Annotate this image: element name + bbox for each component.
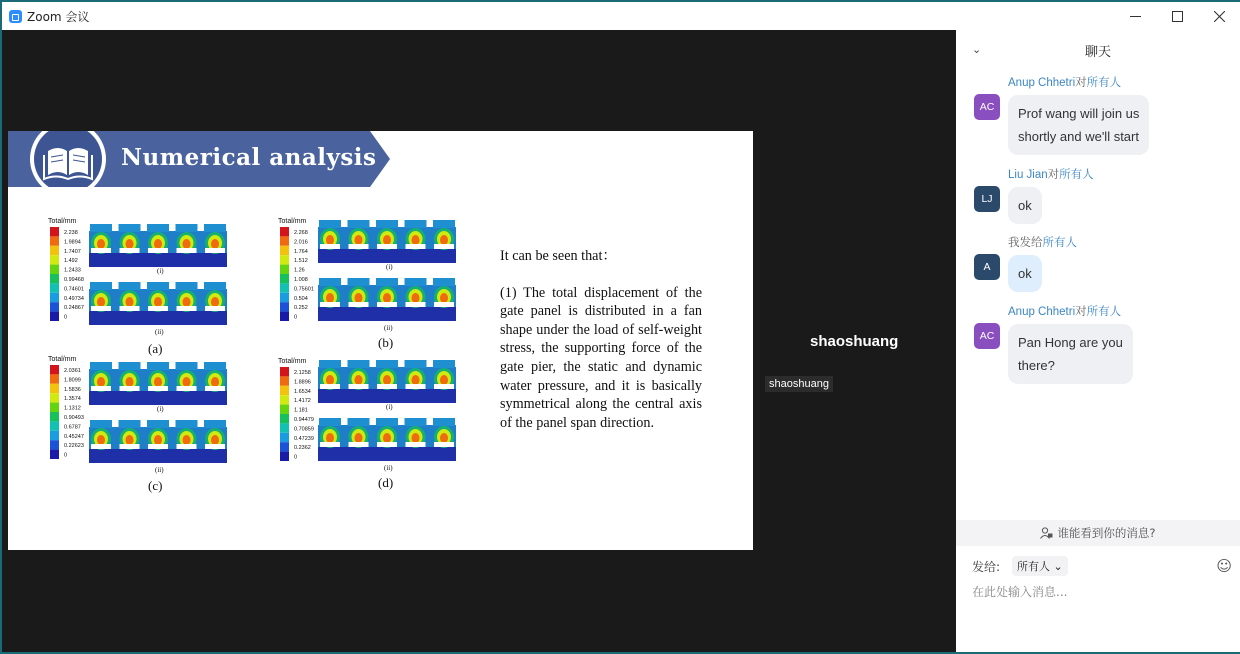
- recipient-value: 所有人: [1017, 560, 1051, 573]
- support-block: [177, 248, 197, 253]
- gate-pier: [319, 220, 341, 228]
- legend-swatch: [280, 423, 289, 432]
- message-bubble: [1008, 324, 1133, 384]
- contour-lobe: [211, 239, 219, 249]
- sub-figure-label: (ii): [155, 328, 164, 336]
- legend-swatch: [280, 405, 289, 414]
- legend-value: 1.492: [64, 258, 78, 265]
- contour-lobe: [355, 293, 363, 303]
- legend-value: 0: [64, 314, 68, 321]
- gate-pier: [433, 360, 455, 368]
- legend-swatch: [280, 312, 289, 321]
- gate-pier: [319, 418, 341, 426]
- sub-figure-label: (ii): [384, 324, 393, 332]
- gate-pier: [204, 420, 226, 428]
- gate-pier: [204, 224, 226, 232]
- support-block: [434, 244, 454, 249]
- message-sender: 我发给: [1008, 237, 1043, 249]
- legend-swatch: [50, 450, 59, 459]
- support-block: [205, 248, 225, 253]
- contour-lobe: [326, 235, 334, 245]
- contour-lobe: [97, 377, 105, 387]
- avatar[interactable]: AC: [974, 94, 1000, 120]
- figure-c: [48, 356, 227, 474]
- legend-swatch: [280, 386, 289, 395]
- legend-value: 1.7407: [64, 248, 81, 255]
- contour-lobe: [440, 433, 448, 443]
- support-block: [434, 302, 454, 307]
- support-block: [91, 248, 111, 253]
- legend-title: Total/mm: [48, 356, 77, 363]
- slide-title: Numerical analysis: [121, 144, 377, 171]
- slide-text-body: (1) The total displacement of the gate panel is distributed in a fan shape under the load of self-weight stress, the supporting force of the gate pier, the static and dynamic water pressure, and it is basically symmetrical along the central axis of the panel span direction.: [500, 284, 702, 431]
- legend-swatch: [50, 312, 59, 321]
- legend-swatch: [50, 440, 59, 449]
- contour-lobe: [183, 239, 191, 249]
- legend-value: 1.1312: [64, 405, 81, 412]
- support-block: [177, 306, 197, 311]
- legend-swatch: [280, 255, 289, 264]
- legend-swatch: [280, 293, 289, 302]
- contour-lobe: [412, 433, 420, 443]
- support-block: [120, 386, 140, 391]
- gate-pier: [433, 278, 455, 286]
- message-text-line: ok: [1018, 266, 1032, 281]
- contour-lobe: [211, 377, 219, 387]
- gate-pier: [348, 278, 370, 286]
- contour-lobe: [355, 375, 363, 385]
- title-bar: [2, 2, 1240, 30]
- gate-pier: [348, 220, 370, 228]
- legend-value: 2.016: [294, 239, 308, 246]
- legend-swatch: [280, 302, 289, 311]
- contour-lobe: [383, 433, 391, 443]
- person-lock-icon: [1040, 527, 1053, 539]
- support-block: [91, 386, 111, 391]
- message-recipient[interactable]: 所有人: [1086, 306, 1122, 318]
- legend-value: 1.5836: [64, 386, 81, 393]
- minimize-button[interactable]: [1114, 2, 1156, 30]
- legend-title: Total/mm: [48, 218, 77, 225]
- gate-pier: [176, 282, 198, 290]
- legend-swatch: [280, 442, 289, 451]
- figure-c-caption: (c): [148, 478, 163, 493]
- gate-pier: [405, 220, 427, 228]
- zoom-window: [2, 2, 1240, 652]
- gate-pier: [90, 362, 112, 370]
- gate-pier: [405, 418, 427, 426]
- support-block: [120, 248, 140, 253]
- support-block: [148, 306, 168, 311]
- message-bubble: [1008, 95, 1149, 155]
- contour-lobe: [97, 297, 105, 307]
- message-input[interactable]: [972, 582, 1222, 602]
- chat-panel: [956, 30, 1240, 652]
- contour-lobe: [211, 435, 219, 445]
- gate-pier: [90, 224, 112, 232]
- slide-text-intro: It can be seen that：: [500, 248, 617, 264]
- avatar[interactable]: AC: [974, 323, 1000, 349]
- legend-swatch: [280, 283, 289, 292]
- legend-value: 0.99468: [64, 277, 84, 283]
- contour-lobe: [383, 375, 391, 385]
- contour-lobe: [440, 235, 448, 245]
- legend-swatch: [50, 412, 59, 421]
- legend-value: 2.0361: [64, 368, 81, 374]
- support-block: [434, 442, 454, 447]
- legend-value: 1.8896: [294, 379, 311, 386]
- gate-pier: [376, 360, 398, 368]
- gate-pier: [119, 420, 141, 428]
- legend-swatch: [280, 246, 289, 255]
- legend-swatch: [50, 374, 59, 383]
- legend-value: 1.4172: [294, 398, 311, 405]
- gate-pier: [319, 278, 341, 286]
- support-block: [434, 384, 454, 389]
- contour-lobe: [126, 239, 134, 249]
- zoom-app-icon: [9, 10, 22, 23]
- message-to-prefix: 对: [1075, 77, 1087, 89]
- contour-lobe: [154, 377, 162, 387]
- legend-swatch: [50, 227, 59, 236]
- support-block: [349, 244, 369, 249]
- message-sender[interactable]: Anup Chhetri: [1008, 306, 1076, 318]
- message-sender[interactable]: Anup Chhetri: [1008, 77, 1076, 89]
- contour-lobe: [154, 239, 162, 249]
- gate-pier: [348, 418, 370, 426]
- legend-value: 1.3574: [64, 396, 81, 403]
- legend-value: 1.764: [294, 248, 308, 255]
- contour-lobe: [183, 435, 191, 445]
- legend-value: 0.504: [294, 295, 308, 302]
- send-to-row: [972, 556, 1232, 576]
- participant-name-large: shaoshuang: [810, 333, 899, 350]
- gate-pier: [176, 224, 198, 232]
- support-block: [205, 444, 225, 449]
- message-recipient[interactable]: 所有人: [1059, 169, 1094, 181]
- support-block: [120, 306, 140, 311]
- legend-value: 0.45247: [64, 433, 84, 440]
- contour-lobe: [355, 433, 363, 443]
- contour-lobe: [412, 235, 420, 245]
- gate-pier: [204, 362, 226, 370]
- support-block: [406, 384, 426, 389]
- support-block: [148, 444, 168, 449]
- legend-swatch: [50, 302, 59, 311]
- contour-lobe: [154, 297, 162, 307]
- support-block: [148, 248, 168, 253]
- support-block: [177, 444, 197, 449]
- legend-swatch: [280, 376, 289, 385]
- support-block: [406, 442, 426, 447]
- legend-value: 1.2433: [64, 267, 81, 274]
- legend-value: 0.70859: [294, 426, 314, 433]
- support-block: [120, 444, 140, 449]
- chat-message: [974, 234, 1234, 292]
- legend-value: 0: [294, 454, 298, 461]
- message-recipient[interactable]: 所有人: [1086, 77, 1122, 89]
- chat-header: [956, 30, 1240, 70]
- support-block: [349, 302, 369, 307]
- send-to-label: 发给:: [972, 559, 1001, 574]
- legend-swatch: [50, 265, 59, 274]
- figure-a-caption: (a): [148, 341, 163, 356]
- sub-figure-label: (i): [386, 263, 393, 271]
- gate-pier: [405, 278, 427, 286]
- legend-value: 0.94479: [294, 417, 314, 423]
- figure-b: [278, 218, 456, 332]
- contour-lobe: [412, 375, 420, 385]
- contour-lobe: [154, 435, 162, 445]
- support-block: [148, 386, 168, 391]
- who-can-see-text: 谁能看到你的消息?: [1057, 526, 1156, 540]
- gate-pier: [319, 360, 341, 368]
- legend-value: 2.1258: [294, 370, 311, 376]
- chat-message: [974, 166, 1234, 224]
- gate-pier: [376, 220, 398, 228]
- support-block: [377, 384, 397, 389]
- sub-figure-label: (i): [157, 405, 164, 413]
- message-text-line: shortly and we'll start: [1018, 129, 1139, 144]
- legend-value: 0: [294, 314, 298, 321]
- message-text-line: Pan Hong are you: [1018, 335, 1123, 350]
- legend-title: Total/mm: [278, 358, 307, 365]
- legend-swatch: [50, 421, 59, 430]
- presentation-slide: [8, 131, 753, 550]
- support-block: [349, 442, 369, 447]
- contour-lobe: [440, 375, 448, 385]
- chat-message: [974, 74, 1234, 155]
- legend-swatch: [50, 365, 59, 374]
- figure-b-caption: (b): [378, 335, 394, 350]
- gate-pier: [176, 362, 198, 370]
- legend-value: 0.47239: [294, 435, 314, 442]
- message-to-prefix: 对: [1047, 169, 1060, 181]
- sub-figure-label: (ii): [384, 464, 393, 472]
- legend-swatch: [50, 431, 59, 440]
- who-can-see-link[interactable]: [956, 520, 1240, 546]
- legend-value: 1.008: [294, 277, 308, 283]
- contour-lobe: [326, 433, 334, 443]
- chevron-down-icon[interactable]: ⌄: [972, 43, 982, 56]
- legend-swatch: [50, 384, 59, 393]
- gate-pier: [376, 278, 398, 286]
- message-to-prefix: 对: [1075, 306, 1087, 318]
- contour-lobe: [383, 293, 391, 303]
- contour-lobe: [412, 293, 420, 303]
- legend-value: 0.252: [294, 305, 308, 312]
- message-text-line: ok: [1018, 198, 1032, 213]
- legend-value: 0.49734: [64, 295, 84, 302]
- avatar[interactable]: A: [974, 254, 1000, 280]
- maximize-button[interactable]: [1156, 2, 1198, 30]
- close-icon: [1214, 11, 1225, 22]
- participant-name-tag: shaoshuang: [765, 376, 833, 392]
- gate-pier: [405, 360, 427, 368]
- legend-value: 2.238: [64, 230, 78, 236]
- gate-pier: [90, 420, 112, 428]
- gate-pier: [147, 362, 169, 370]
- figure-d: [278, 358, 456, 472]
- gate-pier: [147, 420, 169, 428]
- legend-swatch: [280, 433, 289, 442]
- legend-title: Total/mm: [278, 218, 307, 225]
- gate-pier: [119, 224, 141, 232]
- gate-pier: [147, 224, 169, 232]
- gate-pier: [204, 282, 226, 290]
- contour-lobe: [211, 297, 219, 307]
- contour-lobe: [126, 297, 134, 307]
- chevron-down-icon: ⌄: [1053, 560, 1063, 573]
- legend-swatch: [50, 403, 59, 412]
- legend-swatch: [280, 227, 289, 236]
- legend-value: 1.26: [294, 267, 305, 274]
- legend-value: 1.181: [294, 407, 308, 414]
- close-button[interactable]: [1198, 2, 1240, 30]
- support-block: [377, 442, 397, 447]
- contour-lobe: [126, 435, 134, 445]
- legend-swatch: [50, 246, 59, 255]
- legend-value: 1.6534: [294, 388, 311, 395]
- legend-value: 0: [64, 452, 68, 459]
- legend-swatch: [50, 393, 59, 402]
- legend-value: 0.24867: [64, 305, 84, 312]
- legend-value: 2.268: [294, 230, 308, 236]
- message-text-line: there?: [1018, 358, 1055, 373]
- contour-lobe: [440, 293, 448, 303]
- support-block: [91, 306, 111, 311]
- gate-pier: [119, 362, 141, 370]
- legend-value: 0.6787: [64, 424, 81, 431]
- legend-value: 0.75601: [294, 286, 314, 293]
- recipient-dropdown[interactable]: [1012, 556, 1068, 576]
- slide-body-text: [500, 247, 702, 450]
- legend-value: 1.512: [294, 258, 308, 265]
- legend-value: 0.74601: [64, 286, 84, 293]
- chat-message: [974, 303, 1234, 384]
- figure-a: [48, 218, 227, 336]
- legend-value: 0.90493: [64, 415, 84, 421]
- support-block: [406, 244, 426, 249]
- contour-lobe: [97, 239, 105, 249]
- legend-swatch: [280, 367, 289, 376]
- gate-pier: [433, 220, 455, 228]
- message-text-line: Prof wang will join us: [1018, 106, 1140, 121]
- contour-lobe: [355, 235, 363, 245]
- gate-pier: [176, 420, 198, 428]
- gate-pier: [119, 282, 141, 290]
- support-block: [320, 302, 340, 307]
- message-sender[interactable]: Liu Jian: [1008, 169, 1048, 181]
- maximize-icon: [1172, 11, 1183, 22]
- legend-swatch: [280, 414, 289, 423]
- gate-pier: [90, 282, 112, 290]
- shared-screen-area: [2, 30, 956, 652]
- gate-pier: [348, 360, 370, 368]
- support-block: [349, 384, 369, 389]
- legend-swatch: [50, 274, 59, 283]
- avatar[interactable]: LJ: [974, 186, 1000, 212]
- legend-swatch: [50, 236, 59, 245]
- legend-value: 1.9894: [64, 239, 81, 246]
- legend-swatch: [50, 255, 59, 264]
- contour-lobe: [326, 375, 334, 385]
- support-block: [205, 386, 225, 391]
- contour-lobe: [326, 293, 334, 303]
- contour-lobe: [97, 435, 105, 445]
- contour-lobe: [183, 297, 191, 307]
- chat-title: 聊天: [1084, 44, 1111, 60]
- support-block: [377, 302, 397, 307]
- message-bubble: [1008, 187, 1042, 224]
- message-bubble: [1008, 255, 1042, 292]
- legend-swatch: [280, 236, 289, 245]
- legend-swatch: [280, 265, 289, 274]
- sub-figure-label: (i): [386, 403, 393, 411]
- legend-value: 0.2362: [294, 445, 311, 452]
- legend-swatch: [280, 395, 289, 404]
- support-block: [406, 302, 426, 307]
- support-block: [320, 384, 340, 389]
- legend-value: 0.22623: [64, 443, 84, 450]
- gate-pier: [376, 418, 398, 426]
- legend-value: 1.8099: [64, 377, 81, 384]
- support-block: [177, 386, 197, 391]
- sub-figure-label: (ii): [155, 466, 164, 474]
- contour-lobe: [183, 377, 191, 387]
- gate-pier: [433, 418, 455, 426]
- message-recipient[interactable]: 所有人: [1042, 237, 1077, 249]
- sub-figure-label: (i): [157, 267, 164, 275]
- figure-d-caption: (d): [378, 475, 394, 490]
- support-block: [320, 442, 340, 447]
- minimize-icon: [1130, 11, 1141, 22]
- emoji-icon[interactable]: ☺: [1216, 557, 1232, 575]
- legend-swatch: [280, 274, 289, 283]
- legend-swatch: [50, 283, 59, 292]
- support-block: [320, 244, 340, 249]
- contour-lobe: [383, 235, 391, 245]
- support-block: [205, 306, 225, 311]
- support-block: [91, 444, 111, 449]
- legend-swatch: [50, 293, 59, 302]
- window-title: Zoom 会议: [27, 9, 90, 24]
- legend-swatch: [280, 452, 289, 461]
- support-block: [377, 244, 397, 249]
- contour-lobe: [126, 377, 134, 387]
- gate-pier: [147, 282, 169, 290]
